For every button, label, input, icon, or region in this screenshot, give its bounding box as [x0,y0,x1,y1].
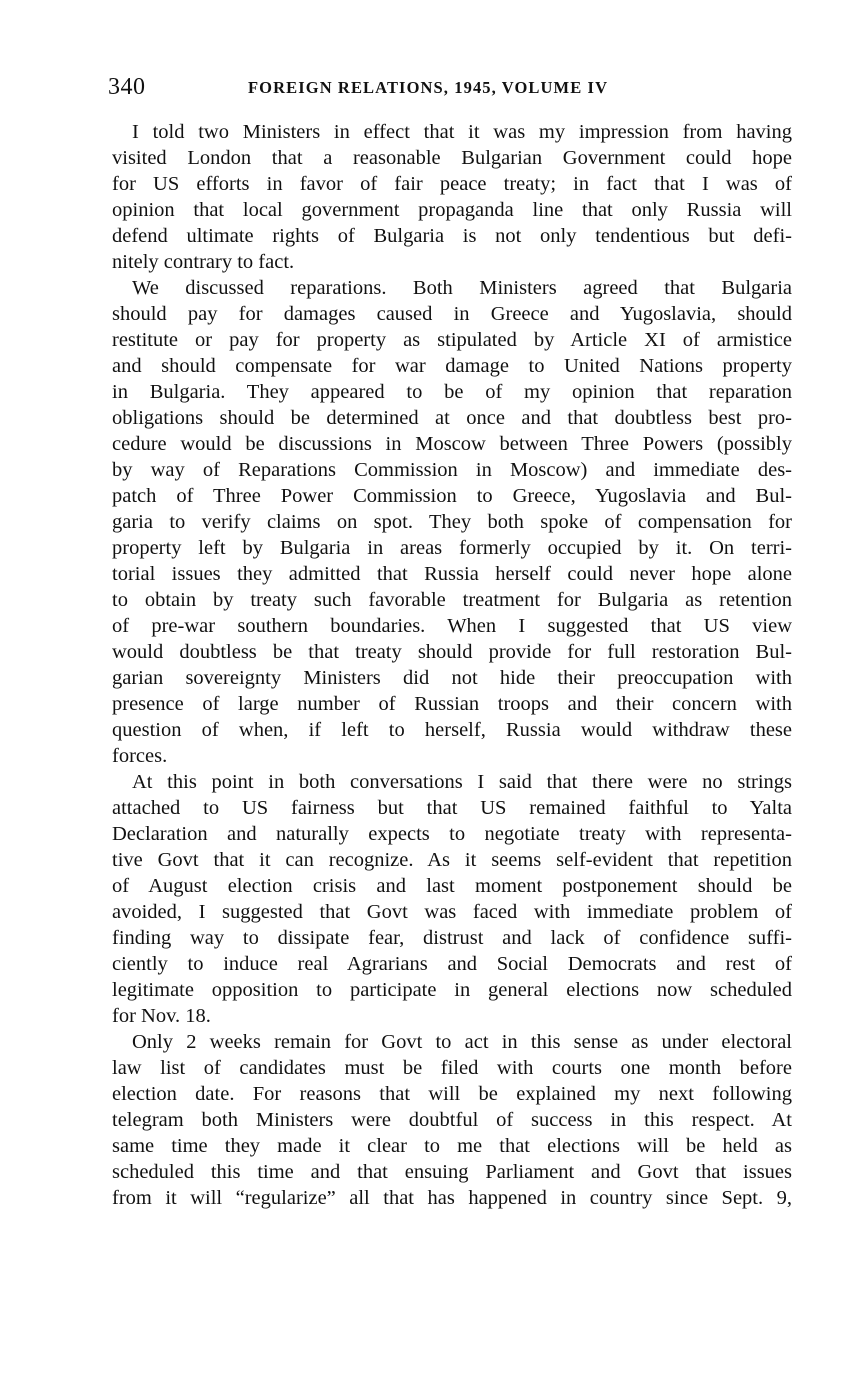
text-line: for US efforts in favor of fair peace treaty; in fact that I was of [112,173,792,195]
text-line: of August election crisis and last moment postponement should be [112,875,792,897]
text-line: Declaration and naturally expects to negotiate treaty with representa- [112,823,792,845]
text-line: torial issues they admitted that Russia herself could never hope alone [112,563,792,585]
text-line: obligations should be determined at once and that doubtless best pro- [112,407,792,429]
body-text [112,119,792,1211]
text-line: from it will “regularize” all that has happened in country since Sept. 9, [112,1187,792,1209]
paragraph-2 [112,275,792,769]
text-line: forces. [112,745,168,767]
text-line: same time they made it clear to me that elections will be held as [112,1135,792,1157]
text-line: law list of candidates must be filed with courts one month before [112,1057,792,1079]
text-line: We discussed reparations. Both Ministers agreed that Bulgaria [132,277,792,299]
text-line: defend ultimate rights of Bulgaria is not only tendentious but defi- [112,225,792,247]
text-line: visited London that a reasonable Bulgarian Government could hope [112,147,792,169]
text-line: tive Govt that it can recognize. As it seems self-evident that repetition [112,849,792,871]
text-line: finding way to dissipate fear, distrust and lack of confidence suffi- [112,927,792,949]
text-line: garia to verify claims on spot. They both spoke of compensation for [112,511,792,533]
text-line: telegram both Ministers were doubtful of success in this respect. At [112,1109,792,1131]
text-line: in Bulgaria. They appeared to be of my opinion that reparation [112,381,792,403]
text-line: opinion that local government propaganda line that only Russia will [112,199,792,221]
text-line: garian sovereignty Ministers did not hide their preoccupation with [112,667,792,689]
text-line: cedure would be discussions in Moscow between Three Powers (possibly [112,433,792,455]
page-number: 340 [108,74,146,100]
paragraph-4 [112,1029,792,1211]
text-line: presence of large number of Russian troops and their concern with [112,693,792,715]
text-line: At this point in both conversations I said that there were no strings [132,771,792,793]
text-line: legitimate opposition to participate in general elections now scheduled [112,979,792,1001]
text-line: by way of Reparations Commission in Moscow) and immediate des- [112,459,792,481]
text-line: nitely contrary to fact. [112,251,295,273]
text-line: scheduled this time and that ensuing Parliament and Govt that issues [112,1161,792,1183]
paragraph-3 [112,769,792,1029]
text-line: for Nov. 18. [112,1005,211,1027]
text-line: Only 2 weeks remain for Govt to act in this sense as under electoral [132,1031,792,1053]
text-line: restitute or pay for property as stipulated by Article XI of armistice [112,329,792,351]
running-header [108,74,788,104]
paragraph-1 [112,119,792,275]
text-line: patch of Three Power Commission to Greece, Yugoslavia and Bul- [112,485,792,507]
text-line: to obtain by treaty such favorable treatment for Bulgaria as retention [112,589,792,611]
text-line: attached to US fairness but that US remained faithful to Yalta [112,797,792,819]
text-line: should pay for damages caused in Greece and Yugoslavia, should [112,303,792,325]
text-line: and should compensate for war damage to United Nations property [112,355,792,377]
text-line: would doubtless be that treaty should provide for full restoration Bul- [112,641,792,663]
text-line: ciently to induce real Agrarians and Social Democrats and rest of [112,953,792,975]
text-line: property left by Bulgaria in areas formerly occupied by it. On terri- [112,537,792,559]
text-line: of pre-war southern boundaries. When I suggested that US view [112,615,792,637]
running-header-title: FOREIGN RELATIONS, 1945, VOLUME IV [248,78,609,97]
text-line: I told two Ministers in effect that it was my impression from having [132,121,792,143]
text-line: avoided, I suggested that Govt was faced with immediate problem of [112,901,792,923]
text-line: election date. For reasons that will be explained my next following [112,1083,792,1105]
text-line: question of when, if left to herself, Russia would withdraw these [112,719,792,741]
